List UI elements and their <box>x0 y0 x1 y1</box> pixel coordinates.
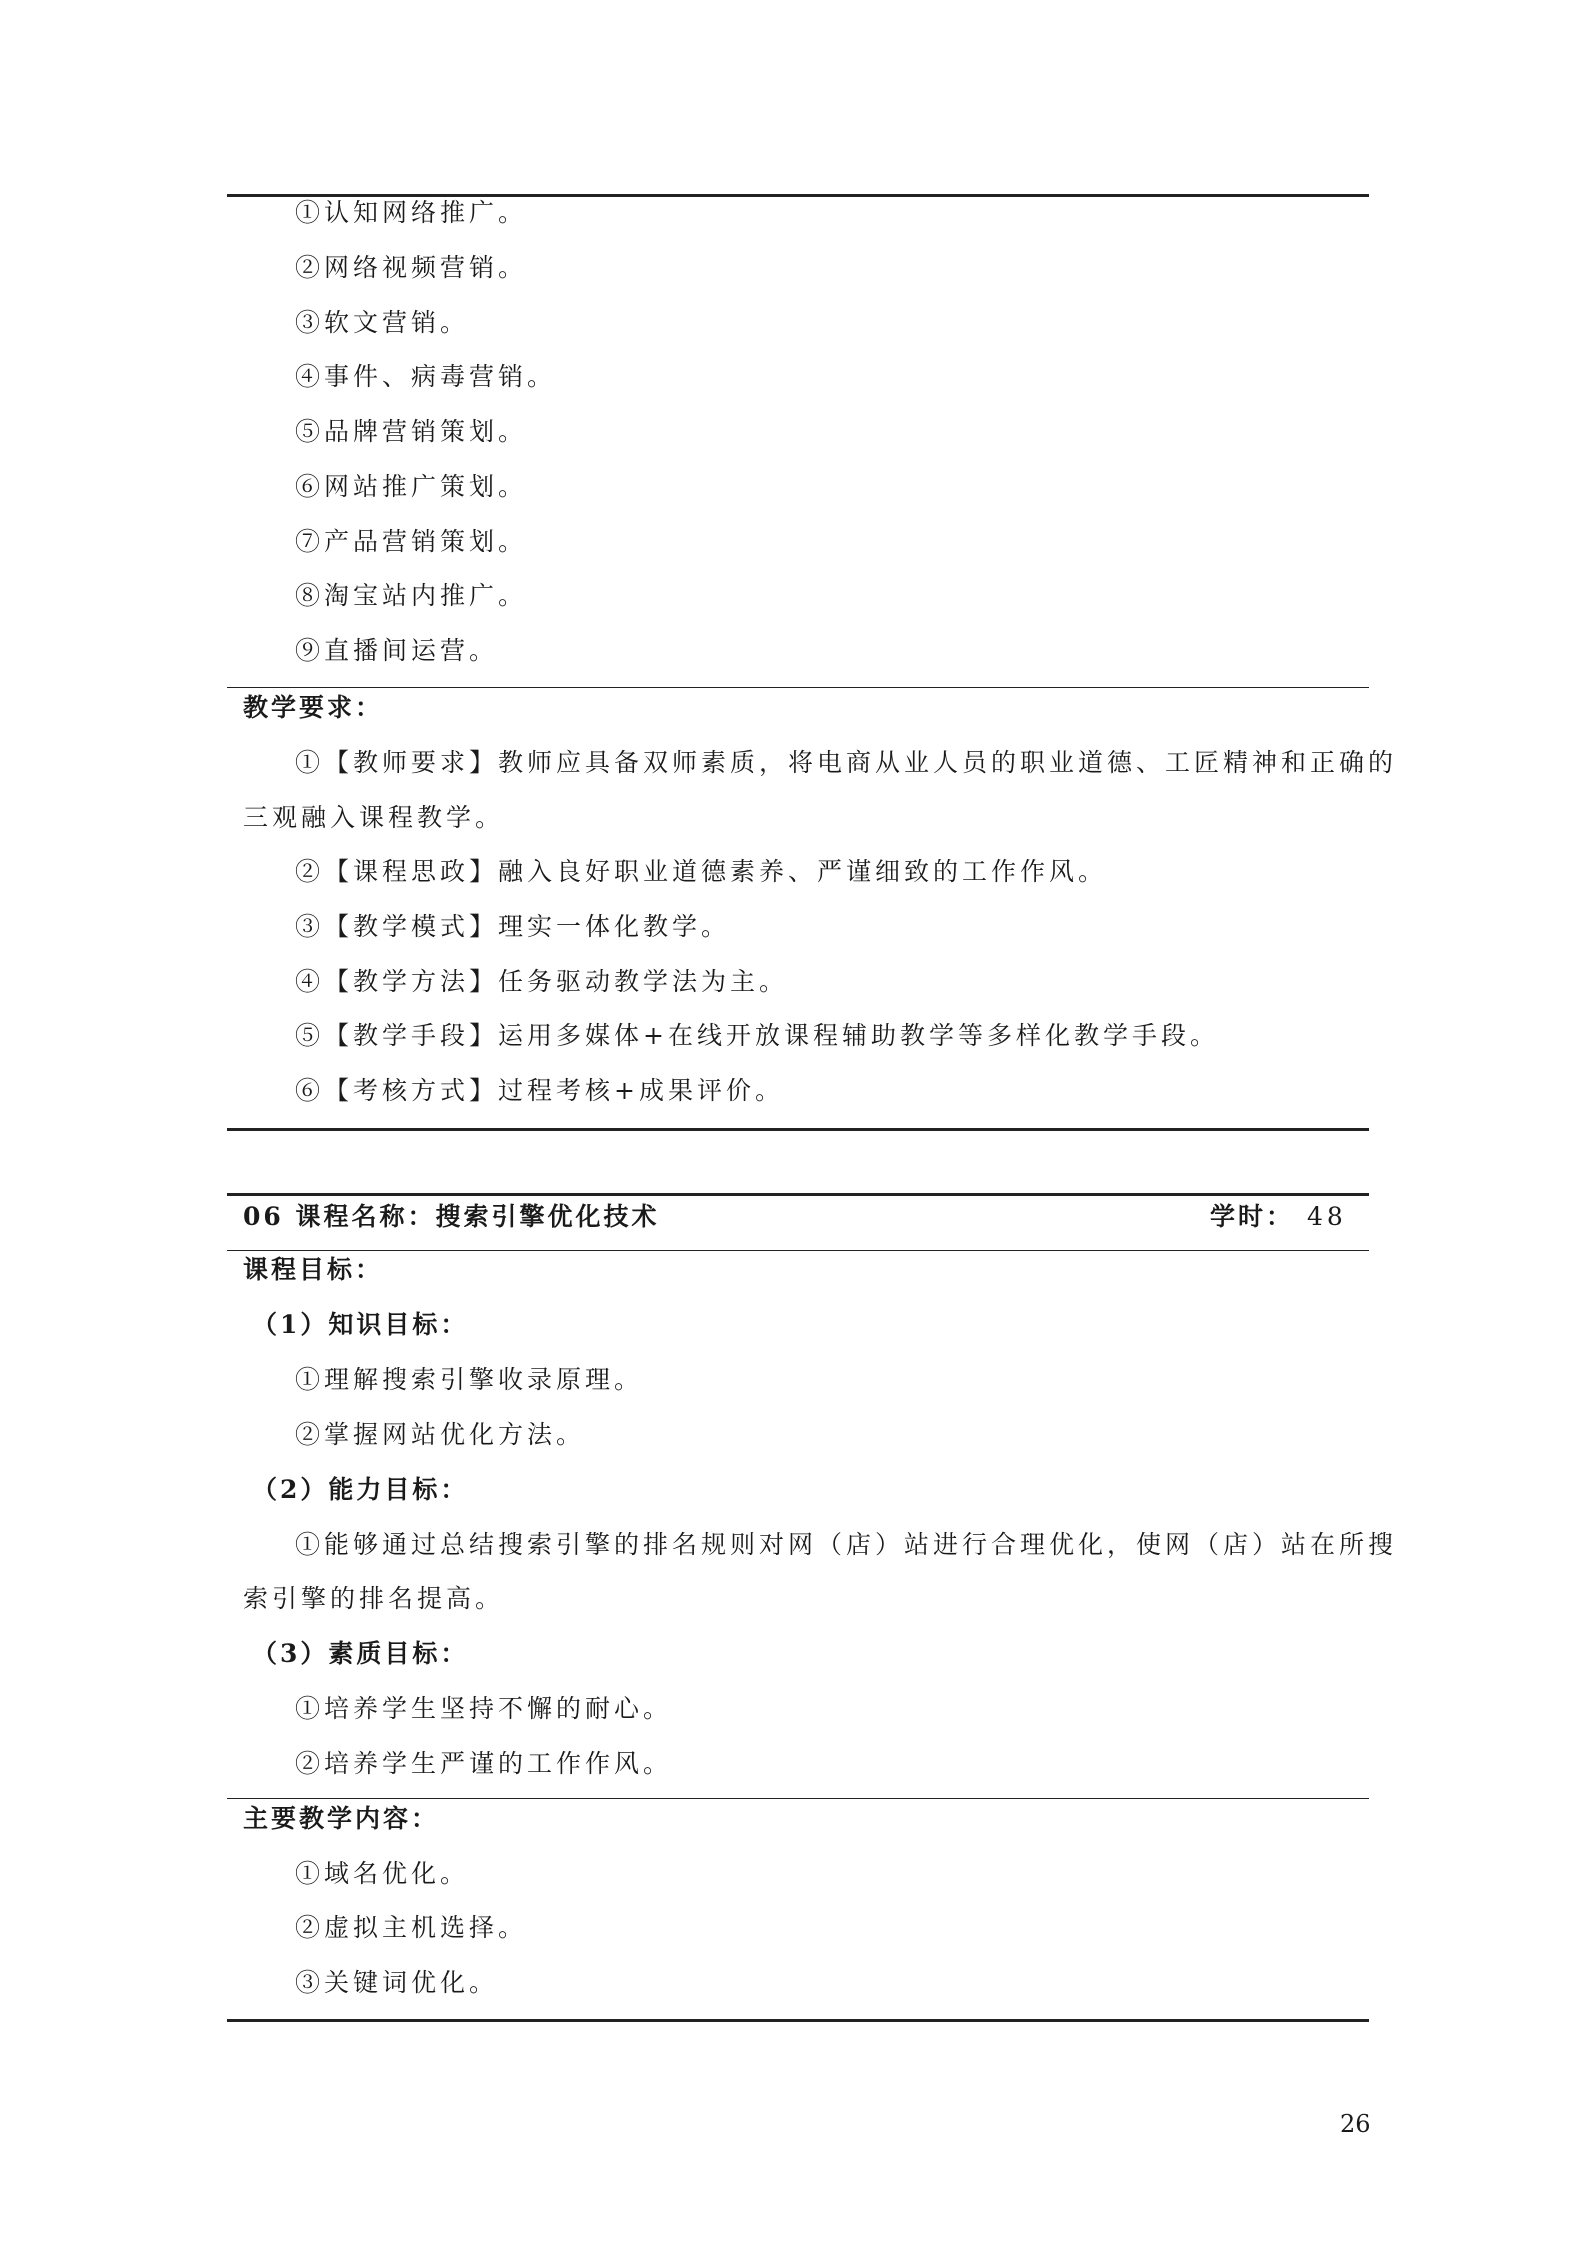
content-item: ①域名优化。 <box>295 1859 470 1888</box>
requirement-item: ④【教学方法】任务驱动教学法为主。 <box>295 967 789 996</box>
quality-item: ②培养学生严谨的工作作风。 <box>295 1749 673 1778</box>
requirement-item-continued: 三观融入课程教学。 <box>243 803 505 832</box>
content-item: ③关键词优化。 <box>295 1968 499 1997</box>
quality-objectives-heading: （3）素质目标： <box>252 1639 469 1668</box>
course-hours-label: 学时： <box>1210 1202 1295 1231</box>
content-item: ②虚拟主机选择。 <box>295 1913 528 1942</box>
teaching-requirements-heading: 教学要求： <box>243 693 384 722</box>
ability-item-continued: 索引擎的排名提高。 <box>243 1584 505 1613</box>
ability-item: ①能够通过总结搜索引擎的排名规则对网（店）站进行合理优化，使网（店）站在所搜 <box>295 1530 1398 1559</box>
content-item: ③软文营销。 <box>295 308 470 337</box>
content-item: ⑦产品营销策划。 <box>295 527 528 556</box>
requirement-item: ③【教学模式】理实一体化教学。 <box>295 912 731 941</box>
page-number: 26 <box>1340 2110 1371 2138</box>
content-item: ①认知网络推广。 <box>295 198 528 227</box>
content-item: ⑤品牌营销策划。 <box>295 417 528 446</box>
knowledge-item: ①理解搜索引擎收录原理。 <box>295 1365 644 1394</box>
knowledge-item: ②掌握网站优化方法。 <box>295 1420 586 1449</box>
course-title: 06 课程名称：搜索引擎优化技术 <box>243 1202 660 1231</box>
requirement-item: ⑤【教学手段】运用多媒体+在线开放课程辅助教学等多样化教学手段。 <box>295 1021 1219 1050</box>
table-top-rule <box>227 194 1369 197</box>
course-title-divider <box>227 1250 1369 1251</box>
main-content-heading: 主要教学内容： <box>243 1804 440 1833</box>
requirement-item: ⑥【考核方式】过程考核+成果评价。 <box>295 1076 784 1105</box>
course-objectives-heading: 课程目标： <box>243 1255 384 1284</box>
course-table-bottom-rule <box>227 2019 1369 2022</box>
course-table-top-rule <box>227 1193 1369 1196</box>
requirement-item: ②【课程思政】融入良好职业道德素养、严谨细致的工作作风。 <box>295 857 1108 886</box>
table-bottom-rule <box>227 1128 1369 1131</box>
requirement-item: ①【教师要求】教师应具备双师素质，将电商从业人员的职业道德、工匠精神和正确的 <box>295 748 1398 777</box>
quality-item: ①培养学生坚持不懈的耐心。 <box>295 1694 673 1723</box>
ability-objectives-heading: （2）能力目标： <box>252 1475 469 1504</box>
content-item: ⑨直播间运营。 <box>295 636 499 665</box>
content-item: ④事件、病毒营销。 <box>295 362 557 391</box>
content-item: ⑧淘宝站内推广。 <box>295 581 528 610</box>
content-item: ⑥网站推广策划。 <box>295 472 528 501</box>
section-divider <box>227 687 1369 688</box>
content-item: ②网络视频营销。 <box>295 253 528 282</box>
section-divider <box>227 1798 1369 1799</box>
knowledge-objectives-heading: （1）知识目标： <box>252 1310 469 1339</box>
course-hours-value: 48 <box>1307 1202 1347 1231</box>
